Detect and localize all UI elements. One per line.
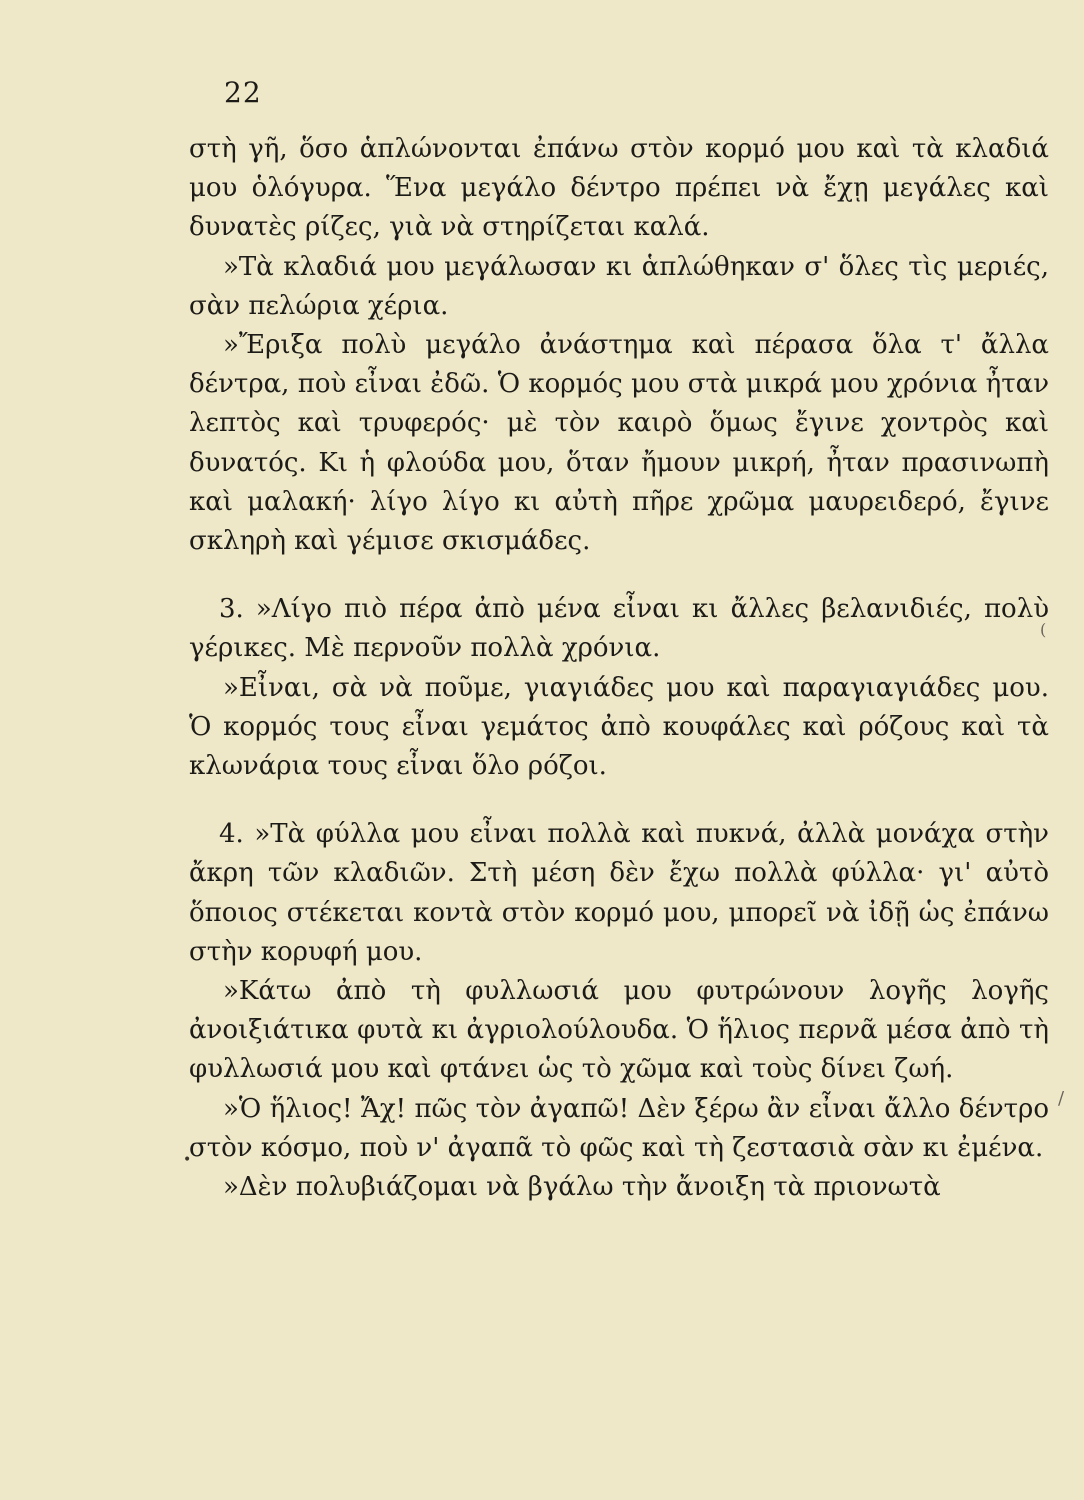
margin-bullet-mark: • — [183, 1152, 192, 1168]
margin-slash-mark: / — [1058, 1088, 1065, 1109]
paragraph: »Εἶναι, σὰ νὰ ποῦμε, γιαγιάδες μου καὶ παραγιαγιάδες μου. Ὁ κορμός τους εἶναι γεμάτος ἀπὸ κουφάλες καὶ ρόζους καὶ τὰ κλωνάρια τους εἶναι ὅλο ρόζοι. — [189, 672, 1049, 782]
paragraph: »Ἔριξα πολὺ μεγάλο ἀνάστημα καὶ πέρασα ὅλα τ' ἄλλα δέντρα, ποὺ εἶναι ἐδῶ. Ὁ κορμός μου στὰ μικρά μου χρόνια ἦταν λεπτὸς καὶ τρυφερός· μὲ τὸν καιρὸ ὅμως ἔγινε χοντρὸς καὶ δυνατός. Κι ἡ φλούδα μου, ὅταν ἤμουν μικρή, ἦταν πρασινωπὴ καὶ μαλακή· λίγο λίγο κι αὐτὴ πῆρε χρῶμα μαυρειδερό, ἔγινε σκληρὴ καὶ γέμισε σκισμάδες. — [189, 330, 1049, 557]
paragraph-section-3: 3. »Λίγο πιὸ πέρα ἀπὸ μένα εἶναι κι ἄλλες βελανιδιές, πολὺ γέρικες. Μὲ περνοῦν πολλὰ χρόνια. — [189, 594, 1049, 664]
paragraph: »Ὁ ἥλιος! Ἄχ! πῶς τὸν ἀγαπῶ! Δὲν ξέρω ἂν εἶναι ἄλλο δέντρο στὸν κόσμο, ποὺ ν' ἀγαπᾶ τὸ φῶς καὶ τὴ ζεστασιὰ σὰν κι ἐμένα. — [189, 1093, 1049, 1163]
paragraph: »Κάτω ἀπὸ τὴ φυλλωσιά μου φυτρώνουν λογῆς λογῆς ἀνοιξιάτικα φυτὰ κι ἀγριολούλουδα. Ὁ ἥλιος περνᾶ μέσα ἀπὸ τὴ φυλλωσιά μου καὶ φτάνει ὡς τὸ χῶμα καὶ τοὺς δίνει ζωή. — [189, 976, 1049, 1085]
paragraph-section-4: 4. »Τὰ φύλλα μου εἶναι πολλὰ καὶ πυκνά, ἀλλὰ μονάχα στὴν ἄκρη τῶν κλαδιῶν. Στὴ μέση δὲν ἔχω πολλὰ φύλλα· γι' αὐτὸ ὅποιος στέκεται κοντὰ στὸν κορμό μου, μπορεῖ νὰ ἰδῇ ὡς ἐπάνω στὴν κορυφή μου. — [189, 819, 1049, 967]
page-number: 22 — [224, 76, 262, 109]
margin-paren-mark: ( — [1040, 620, 1047, 639]
paragraph: »Τὰ κλαδιά μου μεγάλωσαν κι ἁπλώθηκαν σ' ὅλες τὶς μεριές, σὰν πελώρια χέρια. — [189, 251, 1049, 321]
body-text — [189, 130, 1049, 1207]
paragraph: »Δὲν πολυβιάζομαι νὰ βγάλω τὴν ἄνοιξη τὰ πριονωτὰ — [223, 1172, 941, 1203]
paragraph-continuation: στὴ γῆ, ὅσο ἁπλώνονται ἐπάνω στὸν κορμό μου καὶ τὰ κλαδιά μου ὁλόγυρα. Ἕνα μεγάλο δέντρο πρέπει νὰ ἔχῃ μεγάλες καὶ δυνατὲς ρίζες, γιὰ νὰ στηρίζεται καλά. — [189, 134, 1049, 243]
